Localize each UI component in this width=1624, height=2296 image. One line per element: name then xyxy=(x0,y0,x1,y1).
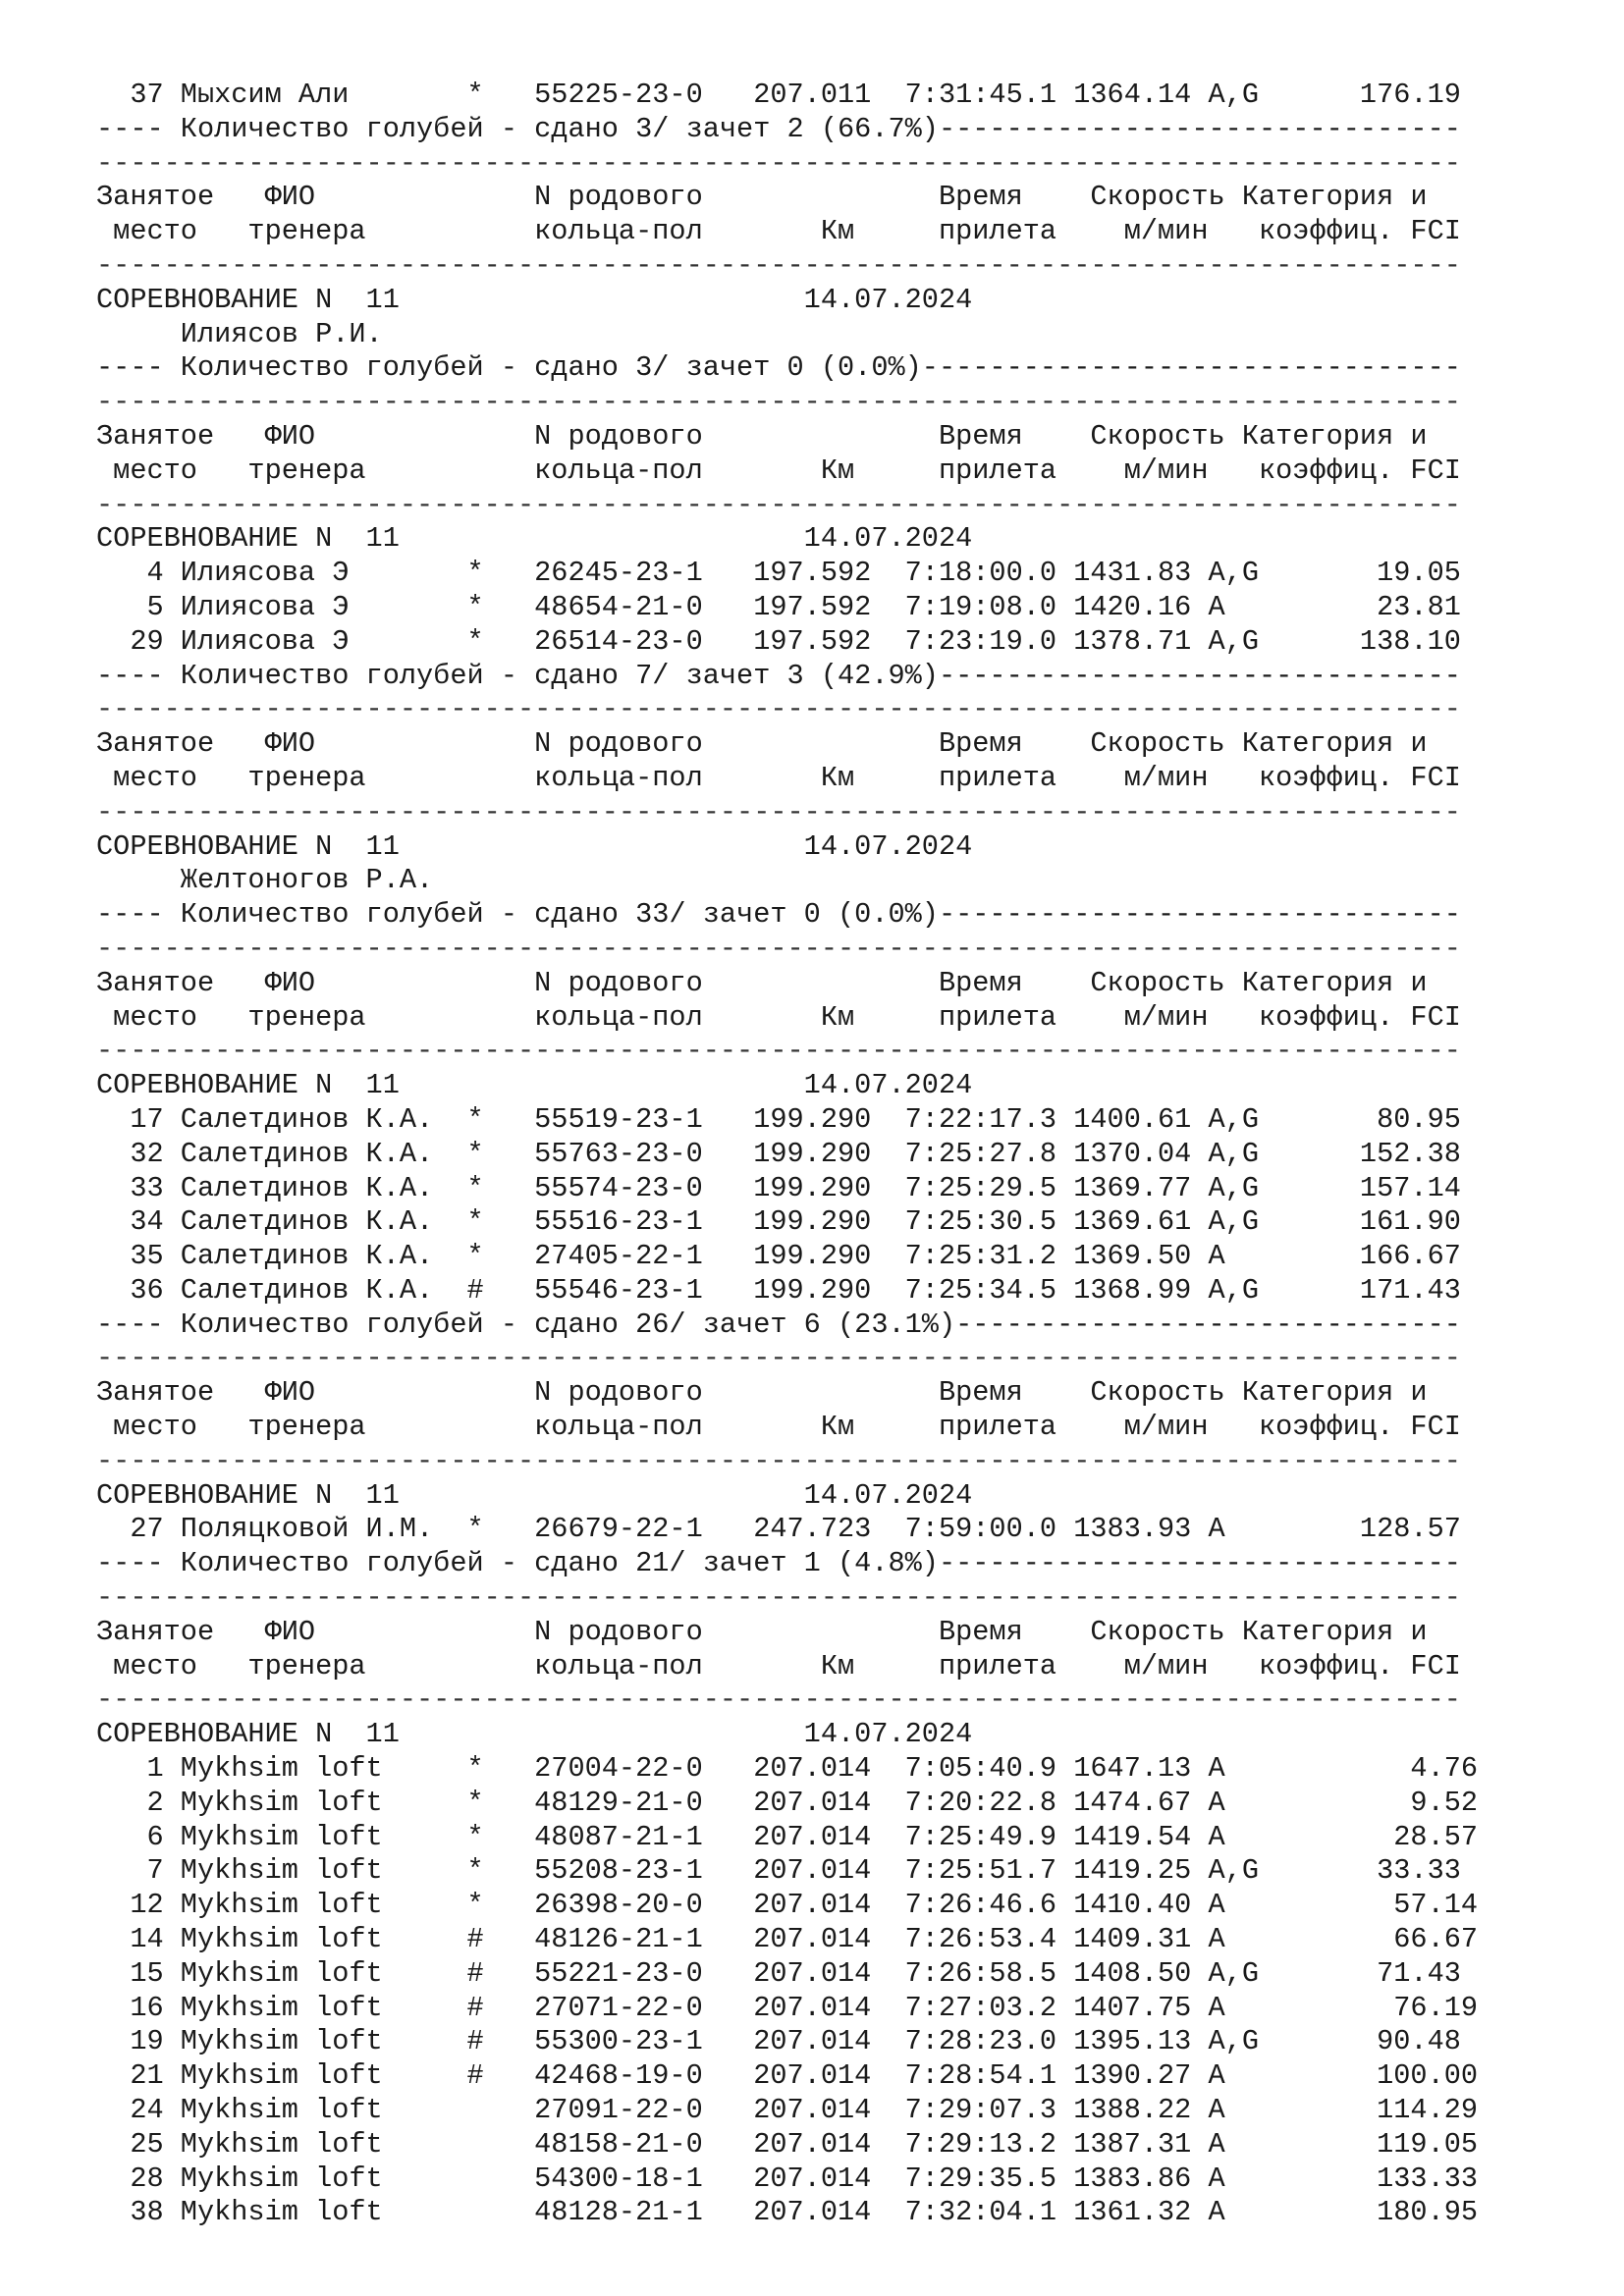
result-row: 1 Mykhsim loft * 27004-22-0 207.014 7:05:40.9 1647.13 A 4.76 xyxy=(96,1752,1479,1786)
separator-line: --------------------------------------------------------------------------------- xyxy=(96,248,1461,282)
result-row: 35 Салетдинов К.А. * 27405-22-1 199.290 7:25:31.2 1369.50 A 166.67 xyxy=(96,1240,1461,1273)
result-row: 25 Mykhsim loft 48158-21-0 207.014 7:29:13.2 1387.31 A 119.05 xyxy=(96,2127,1479,2161)
summary-line: ---- Количество голубей - сдано 21/ зачет 1 (4.8%)------------------------------- xyxy=(96,1547,1461,1580)
result-row: 5 Илиясова Э * 48654-21-0 197.592 7:19:08.0 1420.16 A 23.81 xyxy=(96,590,1461,623)
summary-line: ---- Количество голубей - сдано 33/ зачет 0 (0.0%)------------------------------- xyxy=(96,898,1461,932)
result-row: 37 Мыхсим Али * 55225-23-0 207.011 7:31:45.1 1364.14 A,G 176.19 xyxy=(96,79,1461,111)
trainer-name: Желтоногов Р.А. xyxy=(96,864,434,897)
summary-line: ---- Количество голубей - сдано 3/ зачет 2 (66.7%)------------------------------- xyxy=(96,112,1461,145)
column-header: место тренера кольца-пол Км прилета м/мин коэффиц. FCI xyxy=(96,215,1461,248)
separator-line: --------------------------------------------------------------------------------- xyxy=(96,1581,1461,1615)
competition-header: СОРЕВНОВАНИЕ N 11 14.07.2024 xyxy=(96,1478,973,1512)
result-row: 6 Mykhsim loft * 48087-21-1 207.014 7:25:49.9 1419.54 A 28.57 xyxy=(96,1820,1479,1853)
column-header: место тренера кольца-пол Км прилета м/мин коэффиц. FCI xyxy=(96,1000,1461,1034)
competition-header: СОРЕВНОВАНИЕ N 11 14.07.2024 xyxy=(96,829,973,863)
separator-line: --------------------------------------------------------------------------------- xyxy=(96,1444,1461,1477)
column-header: Занятое ФИО N родового Время Скорость Категория и xyxy=(96,419,1428,453)
result-row: 28 Mykhsim loft 54300-18-1 207.014 7:29:35.5 1383.86 A 133.33 xyxy=(96,2162,1479,2195)
result-row: 33 Салетдинов К.А. * 55574-23-0 199.290 7:25:29.5 1369.77 A,G 157.14 xyxy=(96,1171,1461,1204)
summary-line: ---- Количество голубей - сдано 26/ зачет 6 (23.1%)------------------------------ xyxy=(96,1308,1461,1341)
summary-line: ---- Количество голубей - сдано 7/ зачет 3 (42.9%)------------------------------- xyxy=(96,659,1461,692)
competition-header: СОРЕВНОВАНИЕ N 11 14.07.2024 xyxy=(96,522,973,556)
result-row: 24 Mykhsim loft 27091-22-0 207.014 7:29:07.3 1388.22 A 114.29 xyxy=(96,2094,1479,2127)
trainer-name: Илиясов Р.И. xyxy=(96,317,383,350)
result-row: 17 Салетдинов К.А. * 55519-23-1 199.290 7:22:17.3 1400.61 A,G 80.95 xyxy=(96,1102,1461,1136)
column-header: место тренера кольца-пол Км прилета м/мин коэффиц. FCI xyxy=(96,1649,1461,1682)
result-row: 14 Mykhsim loft # 48126-21-1 207.014 7:26:53.4 1409.31 A 66.67 xyxy=(96,1923,1479,1956)
result-row: 27 Поляцковой И.М. * 26679-22-1 247.723 7:59:00.0 1383.93 A 128.57 xyxy=(96,1513,1461,1546)
result-row: 4 Илиясова Э * 26245-23-1 197.592 7:18:00.0 1431.83 A,G 19.05 xyxy=(96,557,1461,590)
result-row: 12 Mykhsim loft * 26398-20-0 207.014 7:26:46.6 1410.40 A 57.14 xyxy=(96,1889,1479,1922)
result-row: 29 Илиясова Э * 26514-23-0 197.592 7:23:19.0 1378.71 A,G 138.10 xyxy=(96,624,1461,658)
column-header: место тренера кольца-пол Км прилета м/мин коэффиц. FCI xyxy=(96,454,1461,487)
competition-header: СОРЕВНОВАНИЕ N 11 14.07.2024 xyxy=(96,1069,973,1102)
result-row: 2 Mykhsim loft * 48129-21-0 207.014 7:20:22.8 1474.67 A 9.52 xyxy=(96,1786,1479,1819)
separator-line: --------------------------------------------------------------------------------- xyxy=(96,693,1461,726)
separator-line: --------------------------------------------------------------------------------- xyxy=(96,795,1461,828)
column-header: место тренера кольца-пол Км прилета м/мин коэффиц. FCI xyxy=(96,1411,1461,1444)
result-row: 21 Mykhsim loft # 42468-19-0 207.014 7:28:54.1 1390.27 A 100.00 xyxy=(96,2059,1479,2093)
result-row: 7 Mykhsim loft * 55208-23-1 207.014 7:25:51.7 1419.25 A,G 33.33 xyxy=(96,1854,1461,1888)
column-header: Занятое ФИО N родового Время Скорость Категория и xyxy=(96,181,1428,214)
separator-line: --------------------------------------------------------------------------------- xyxy=(96,146,1461,180)
column-header: место тренера кольца-пол Км прилета м/мин коэффиц. FCI xyxy=(96,761,1461,794)
separator-line: --------------------------------------------------------------------------------- xyxy=(96,488,1461,521)
column-header: Занятое ФИО N родового Время Скорость Категория и xyxy=(96,727,1428,761)
separator-line: --------------------------------------------------------------------------------- xyxy=(96,1035,1461,1068)
result-row: 34 Салетдинов К.А. * 55516-23-1 199.290 7:25:30.5 1369.61 A,G 161.90 xyxy=(96,1205,1461,1239)
column-header: Занятое ФИО N родового Время Скорость Категория и xyxy=(96,1376,1428,1410)
result-row: 15 Mykhsim loft # 55221-23-0 207.014 7:26:58.5 1408.50 A,G 71.43 xyxy=(96,1956,1461,1990)
separator-line: --------------------------------------------------------------------------------- xyxy=(96,386,1461,419)
result-row: 19 Mykhsim loft # 55300-23-1 207.014 7:28:23.0 1395.13 A,G 90.48 xyxy=(96,2025,1461,2058)
result-row: 38 Mykhsim loft 48128-21-1 207.014 7:32:04.1 1361.32 A 180.95 xyxy=(96,2196,1479,2229)
result-row: 32 Салетдинов К.А. * 55763-23-0 199.290 7:25:27.8 1370.04 A,G 152.38 xyxy=(96,1137,1461,1170)
results-document xyxy=(96,79,1478,2230)
competition-header: СОРЕВНОВАНИЕ N 11 14.07.2024 xyxy=(96,283,973,316)
column-header: Занятое ФИО N родового Время Скорость Категория и xyxy=(96,966,1428,999)
summary-line: ---- Количество голубей - сдано 3/ зачет 0 (0.0%)-------------------------------- xyxy=(96,351,1461,385)
separator-line: --------------------------------------------------------------------------------- xyxy=(96,1683,1461,1717)
separator-line: --------------------------------------------------------------------------------- xyxy=(96,1342,1461,1375)
competition-header: СОРЕВНОВАНИЕ N 11 14.07.2024 xyxy=(96,1718,973,1751)
result-row: 36 Салетдинов К.А. # 55546-23-1 199.290 7:25:34.5 1368.99 A,G 171.43 xyxy=(96,1273,1461,1307)
column-header: Занятое ФИО N родового Время Скорость Категория и xyxy=(96,1615,1428,1648)
separator-line: --------------------------------------------------------------------------------- xyxy=(96,932,1461,965)
result-row: 16 Mykhsim loft # 27071-22-0 207.014 7:27:03.2 1407.75 A 76.19 xyxy=(96,1991,1479,2024)
